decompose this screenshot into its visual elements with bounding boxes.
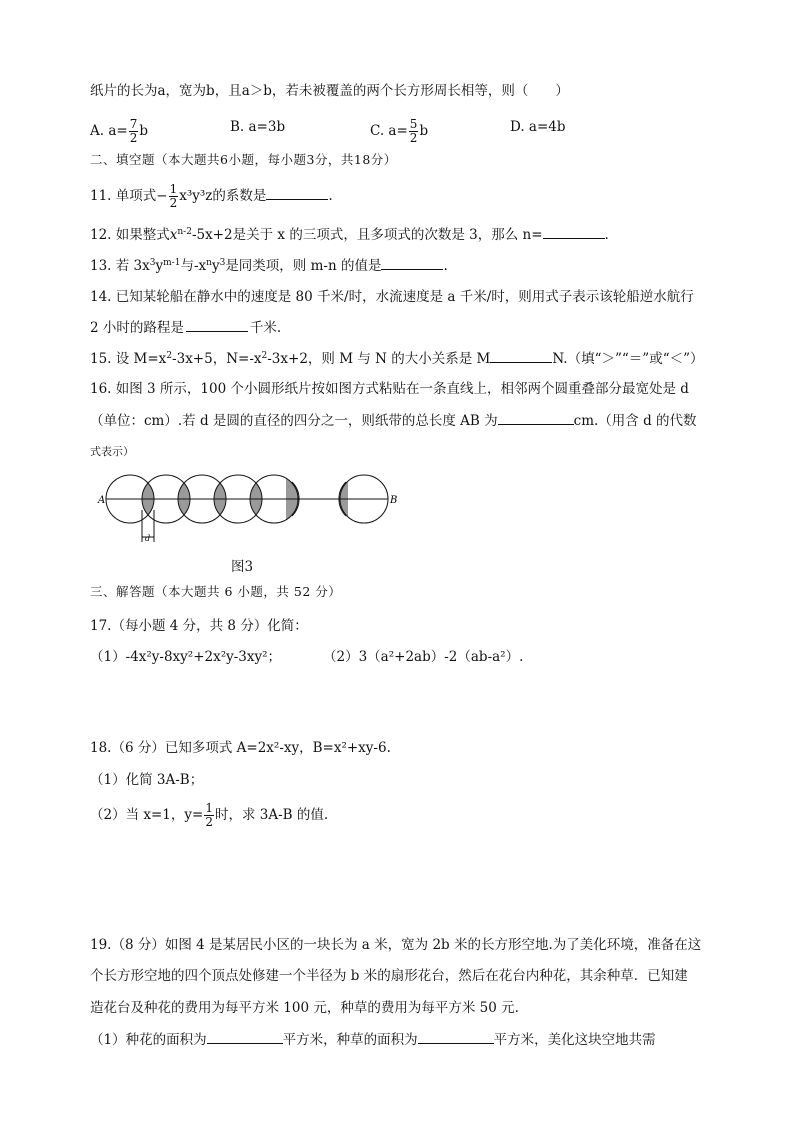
q16-prefix: （单位：cm）.若 d 是圆的直径的四分之一，则纸带的总长度 AB 为 [90, 413, 498, 429]
section-2-heading: 二、填空题（本大题共6小题，每小题3分，共18分） [90, 152, 397, 167]
q15-body: -3x+2，则 M 与 N 的大小关系是 M [267, 351, 491, 367]
q12-variable: x [169, 227, 178, 243]
fraction-denominator: 2 [169, 196, 178, 210]
label-a: A [98, 495, 106, 506]
fraction-numerator: 1 [169, 182, 178, 196]
q17-heading: 17.（每小题 4 分，共 8 分）化简： [90, 618, 308, 634]
answer-blank[interactable] [490, 349, 552, 363]
q12-end: . [604, 227, 609, 243]
q19-part-1-prefix: （1）种花的面积为 [90, 1032, 207, 1048]
q13-exp: 3 [149, 258, 156, 268]
q10-option-c [370, 118, 428, 145]
q13-exp: m-1 [163, 258, 181, 268]
q11-end: . [328, 188, 333, 204]
q13-body: 是同类项，则 m-n 的值是 [225, 258, 382, 274]
fraction-numerator: 7 [129, 117, 138, 131]
q12-body: -5x+2是关于 x 的三项式，且多项式的次数是 3，那么 n= [191, 227, 543, 243]
q10-options [90, 112, 710, 152]
fraction [204, 802, 214, 829]
q12-prefix: 12. 如果整式 [90, 227, 170, 243]
q19-line-4 [90, 1030, 656, 1049]
q13-term: 与-x [180, 258, 207, 274]
fraction [169, 183, 179, 210]
q13-exp: 3 [219, 258, 226, 268]
fraction-numerator: 1 [205, 801, 213, 815]
q10-option-c-prefix: C. a= [370, 123, 408, 139]
q18-heading: 18.（6 分）已知多项式 A=2x²-xy，B=x²+xy-6. [90, 740, 391, 756]
answer-blank[interactable] [381, 256, 443, 270]
q12-exponent: n-2 [177, 227, 192, 237]
answer-blank[interactable] [498, 411, 574, 425]
q10-option-a-suffix: b [139, 123, 148, 139]
q12 [90, 225, 609, 244]
q16-suffix: cm.（用含 d 的代数 [573, 413, 697, 429]
figure-3-caption: 图3 [231, 559, 254, 575]
fraction-denominator: 2 [129, 131, 138, 145]
q17-part-2: （2）3（a²+2ab）-2（ab-a²）. [323, 649, 524, 665]
q10-option-b: B. a=3b [230, 119, 286, 135]
q19-part-1-suffix: 平方米，美化这块空地共需 [493, 1032, 656, 1048]
q16-line-2 [90, 411, 697, 430]
section-3-heading: 三、解答题（本大题共 6 小题，共 52 分） [90, 584, 342, 599]
q13 [90, 256, 448, 275]
q16-line-1: 16. 如图 3 所示，100 个小圆形纸片按如图方式粘贴在一条直线上，相邻两个圆重叠部分最宽处是 d [90, 381, 689, 397]
figure-3-circles [92, 468, 402, 548]
q18-part-1: （1）化简 3A-B； [90, 772, 204, 788]
q15-prefix: 15. 设 M=x [90, 351, 167, 367]
label-b: B [390, 495, 398, 506]
q16-line-3: 式表示） [90, 445, 134, 458]
q18-part-2-suffix: 时，求 3A-B 的值. [214, 807, 329, 823]
q14-prefix: 2 小时的路程是 [90, 320, 184, 336]
q10-option-a [90, 118, 148, 145]
q11-monomial: x³y³z [179, 188, 213, 204]
q14-suffix: 千米. [249, 320, 282, 336]
q18-part-2-prefix: （2）当 x=1，y= [90, 807, 204, 823]
q19-line-3: 造花台及种花的费用为每平方米 100 元，种草的费用为每平方米 50 元. [90, 1000, 519, 1016]
q15-suffix: N.（填“＞”“＝”或“＜”） [552, 351, 704, 367]
q19-line-2: 个长方形空地的四个顶点处修建一个半径为 b 米的扇形花台，然后在花台内种花，其余种草．已知建 [90, 968, 688, 984]
fraction [129, 118, 139, 145]
q10-option-d: D. a=4b [510, 119, 566, 135]
fraction [409, 118, 419, 145]
q17-part-1: （1）-4x²y-8xy²+2x²y-3xy²； [90, 649, 282, 665]
q19-line-1: 19.（8 分）如图 4 是某居民小区的一块长为 a 米，宽为 2b 米的长方形空地.为了美化环境，准备在这 [90, 937, 702, 953]
answer-blank[interactable] [186, 318, 248, 332]
q18-part-2 [90, 802, 328, 829]
q11-prefix: 11. 单项式− [90, 188, 168, 204]
q14-line-2 [90, 318, 281, 337]
q15-exp: 2 [261, 351, 268, 361]
q15-exp: 2 [166, 351, 173, 361]
answer-blank[interactable] [266, 186, 328, 200]
q10-option-a-prefix: A. a= [90, 123, 128, 139]
q19-part-1-middle: 平方米，种草的面积为 [282, 1032, 418, 1048]
q13-prefix: 13. 若 3x [90, 258, 150, 274]
q10-stem: 纸片的长为a，宽为b，且a＞b，若未被覆盖的两个长方形周长相等，则（ ） [90, 83, 569, 99]
fraction-denominator: 2 [205, 815, 213, 829]
q13-var: y [155, 258, 164, 274]
q11 [90, 183, 333, 210]
label-d: d [145, 534, 151, 543]
q13-exp: n [206, 258, 212, 268]
q14-line-1: 14. 已知某轮船在静水中的速度是 80 千米/时，水流速度是 a 千米/时，则用式子表示该轮船逆水航行 [90, 289, 694, 305]
q15 [90, 349, 704, 368]
q15-term: -3x+5，N=-x [172, 351, 262, 367]
fraction-numerator: 5 [409, 117, 418, 131]
q10-option-c-suffix: b [419, 123, 429, 139]
answer-blank[interactable] [418, 1030, 494, 1044]
answer-blank[interactable] [543, 225, 605, 239]
q11-suffix: 的系数是 [212, 188, 267, 204]
fraction-denominator: 2 [409, 131, 418, 145]
q13-var: y [211, 258, 220, 274]
q13-end: . [443, 258, 448, 274]
answer-blank[interactable] [207, 1030, 283, 1044]
